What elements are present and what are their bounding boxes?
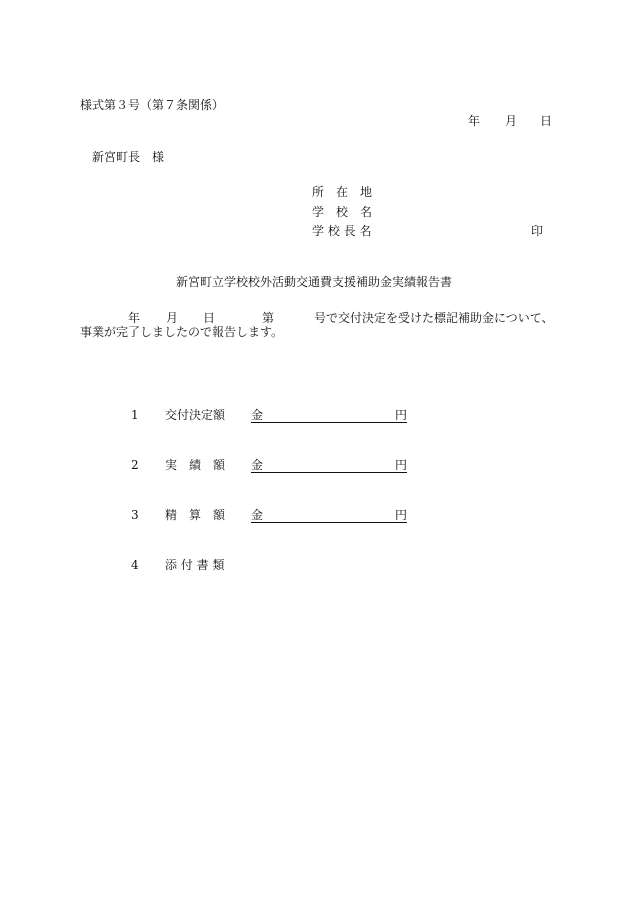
amount-suffix: 円 (394, 508, 407, 522)
amount-field (251, 409, 407, 423)
body-number-prefix: 第 (262, 311, 275, 325)
school-name-label: 学 校 名 (312, 205, 373, 219)
amount-field (251, 459, 407, 473)
item-number: 3 (131, 508, 139, 522)
amount-prefix: 金 (251, 458, 264, 472)
amount-prefix: 金 (251, 508, 264, 522)
body-day: 日 (203, 311, 216, 325)
date-month-label: 月 (505, 114, 518, 128)
document-title: 新宮町立学校校外活動交通費支援補助金実績報告書 (176, 275, 453, 289)
addressee: 新宮町長 様 (92, 150, 165, 164)
item-number: 2 (131, 458, 139, 472)
amount-suffix: 円 (394, 458, 407, 472)
body-month: 月 (166, 311, 179, 325)
body-line2: 事業が完了しましたので報告します。 (80, 325, 284, 339)
item-number: 4 (131, 558, 139, 572)
amount-suffix: 円 (394, 408, 407, 422)
address-label: 所 在 地 (312, 185, 373, 199)
date-day-label: 日 (540, 114, 553, 128)
principal-name-label: 学 校 長 名 (312, 224, 372, 238)
item-label: 交付決定額 (165, 408, 226, 422)
date-year-label: 年 (468, 114, 481, 128)
item-number: 1 (131, 408, 139, 422)
body-line1-rest: 号で交付決定を受けた標記補助金について、 (314, 311, 554, 325)
form-number-label: 様式第３号（第７条関係） (80, 98, 225, 112)
item-label: 添 付 書 類 (165, 558, 225, 572)
seal-mark: 印 (531, 224, 544, 238)
item-label: 精 算 額 (165, 508, 226, 522)
body-year: 年 (128, 311, 141, 325)
amount-prefix: 金 (251, 408, 264, 422)
amount-field (251, 509, 407, 523)
item-label: 実 績 額 (165, 458, 226, 472)
